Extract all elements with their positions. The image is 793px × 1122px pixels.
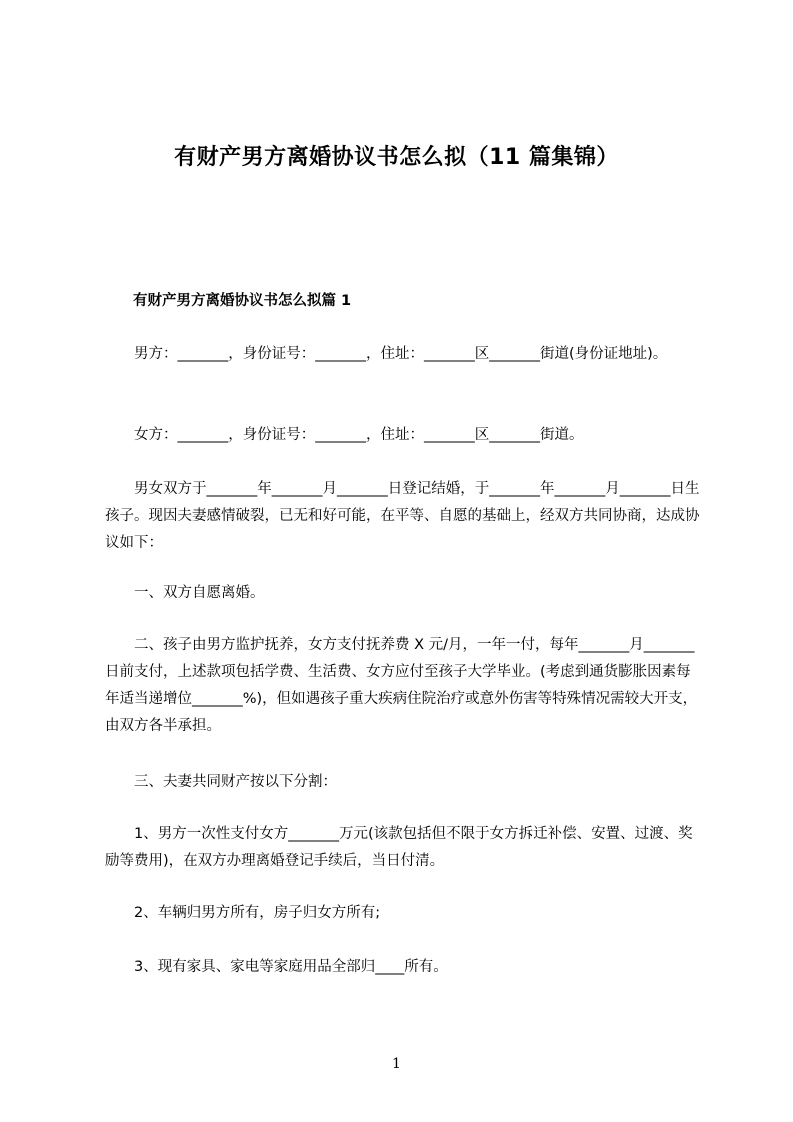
paragraph-property-item-2: 2、车辆归男方所有，房子归女方所有;: [134, 905, 381, 921]
paragraph-property-item-3: 3、现有家具、家电等家庭用品全部归____所有。: [134, 959, 448, 975]
paragraph-wife-info: 女方：_______，身份证号：_______，住址：_______区_______街道。: [134, 427, 584, 443]
paragraph-clause-2-child-custody: 二、孩子由男方监护抚养，女方支付抚养费 X 元/月，一年一付，每年_______月_______日前支付，上述款项包括学费、生活费、女方应付至孩子大学毕业。(考虑到通货膨胀因素每年适当递增位_______%)，但如遇孩子重大疾病住院治疗或意外伤害等特殊情况需较大开支，由双方各半承担。: [105, 637, 698, 734]
paragraph-clause-1: 一、双方自愿离婚。: [134, 585, 265, 601]
paragraph-marriage-background: 男女双方于_______年_______月_______日登记结婚，于_______年_______月_______日生孩子。现因夫妻感情破裂，已无和好可能，在平等、自愿的基础上，经双方共同协商，达成协议如下：: [105, 481, 700, 551]
section-title: 有财产男方离婚协议书怎么拟篇 1: [133, 293, 352, 309]
paragraph-husband-info: 男方：_______，身份证号：_______，住址：_______区_______街道(身份证地址)。: [134, 346, 668, 362]
page-number: 1: [392, 1056, 401, 1072]
paragraph-property-item-1: 1、男方一次性支付女方_______万元(该款包括但不限于女方拆迁补偿、安置、过渡、奖励等费用)，在双方办理离婚登记手续后，当日付清。: [105, 826, 693, 869]
document-title: 有财产男方离婚协议书怎么拟（11 篇集锦）: [174, 145, 619, 170]
paragraph-clause-3-property: 三、夫妻共同财产按以下分割：: [134, 774, 337, 790]
